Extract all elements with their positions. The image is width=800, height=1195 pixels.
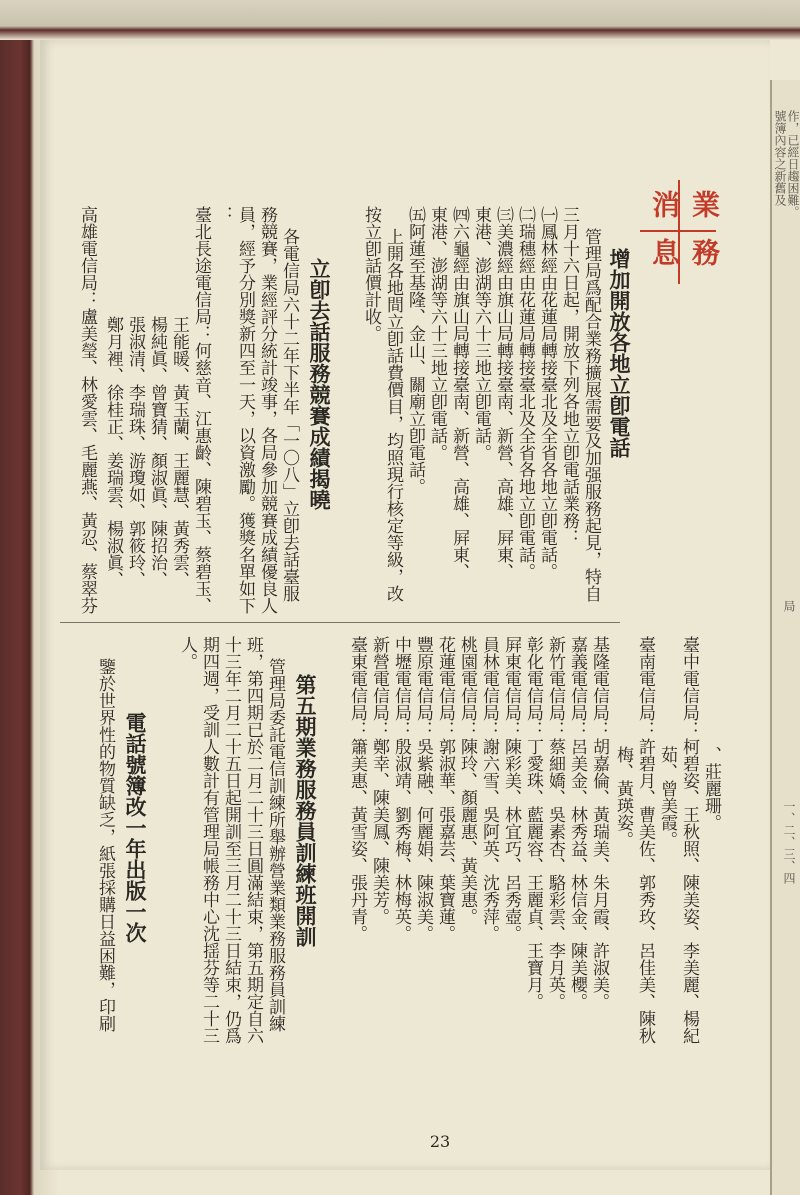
next-page-fragment: 作，已經日趨困難。 [786,110,800,218]
text-column: 臺北長途電信局：何慈音、江惠齡、陳碧玉、蔡碧玉、 [191,206,211,614]
text-column: ㈢美濃經由旗山局轉接臺南、新營、高雄、屛東、 [493,206,513,580]
text-column: 豐原電信局：吳紫融、何麗娟、陳淑美。 [413,636,433,942]
page-number: 23 [429,1132,451,1151]
text-column: 桃園電信局：陳玲、顏麗惠、黃美惠。 [457,636,477,925]
text-column: 嘉義電信局：呂美金、林秀益、林信金、陳美櫻。 [567,636,587,1010]
next-page-fragment: 號簿內容之新舊及 [773,110,787,206]
text-column: 各電信局六十二年下半年「一〇八」立卽去話臺服 [279,228,299,602]
text-column: 東港、澎湖等六十三地立卽電話。 [471,206,491,461]
text-column: 鄭月裡、徐桂正、姜瑞雲、楊淑眞、 [103,316,123,588]
text-column: 務競賽，業經評分統計竣事，各局參加競賽成績優良人 [257,206,277,614]
text-column: 楊純眞、曾寶猜、顏淑眞、陳招治、 [147,316,167,588]
text-column: 中壢電信局：殷淑靖、劉秀梅、林梅英。 [391,636,411,942]
article-title: 增加開放各地立卽電話 [607,248,631,458]
text-column: 鑒於世界性的物質缺乏，紙張採購日益困難，印刷 [95,658,115,1032]
text-column: 梅、黃瑛姿。 [613,746,633,848]
text-column: 人。 [177,636,197,670]
text-column: 彰化電信局：丁愛珠、藍麗容、王麗貞、王寶月。 [523,636,543,1010]
text-column: 臺南電信局：許碧月、曹美佐、郭秀玫、呂佳美、陳秋 [635,636,655,1044]
text-column: 期四週，受訓人數計有管理局帳務中心沈揺芬等二十三 [199,636,219,1044]
text-column: 花蓮電信局：郭淑華、張嘉芸、葉寶蓮。 [435,636,455,942]
badge-char-3: 消 [648,190,681,218]
article-title: 電話號簿改一年出版一次 [123,712,147,943]
book-cover-top [0,0,800,40]
document-page [40,40,770,1170]
text-column: 臺東電信局：簫美惠、黃雪姿、張丹青。 [347,636,367,942]
text-column: ㈤阿蓮至基隆、金山、關廟立卽電話。 [405,206,425,495]
text-column: 高雄電信局：盧美瑩、林愛雲、毛麗燕、黃忍、蔡翠芬 [77,206,97,614]
text-column: ㈣六龜經由旗山局轉接臺南、新營、高雄、屛東、 [449,206,469,580]
text-column: 班，第四期已於二月二十三日圓滿結束，第五期定自六 [243,636,263,1044]
text-column: 員林電信局：謝六雪、吳阿英、沈秀萍。 [479,636,499,942]
text-column: 張淑清、李瑞珠、游瓊如、郭筱玲、 [125,316,145,588]
text-column: 新竹電信局：蔡細嬌、吳素杏、駱彩雲、李月英。 [545,636,565,1010]
next-page-edge [770,80,800,1195]
text-column: ㈡瑞穗經由花蓮局轉接臺北及全省各地立卽電話。 [515,206,535,580]
text-column: 管理局爲配合業務擴展需要及加强服務起見，特自 [581,228,601,602]
text-column: 屛東電信局：陳彩美、林宜巧、呂秀壺。 [501,636,521,942]
section-divider [60,622,620,623]
text-column: 王能暖、黃玉蘭、王麗慧、黃秀雲、 [169,316,189,588]
article-title: 立卽去話服務競賽成績揭曉 [307,258,331,510]
badge-char-1: 業 [688,190,721,218]
text-column: 東港、澎湖等六十三地立卽電話。 [427,206,447,461]
text-column: ： [213,206,233,223]
next-page-fragment: 一、二、三、四 [782,800,796,884]
text-column: 員，經予分別獎新四至一天，以資激勵。獲獎名單如下 [235,206,255,614]
next-page-fragment: 局 [782,600,796,612]
text-column: 新營電信局：鄭幸、陳美鳳、陳美芳。 [369,636,389,925]
text-column: 管理局委託電信訓練所舉辦營業類業務服務員訓練 [265,658,285,1032]
column-header-badge [640,180,721,284]
text-column: 臺中電信局：柯碧姿、王秋照、陳美姿、李美麗、楊紀 [679,636,699,1044]
text-column: 基隆電信局：胡嘉倫、黃瑞美、朱月霞、許淑美。 [589,636,609,1010]
badge-horizontal-line [640,230,716,232]
text-column: 三月十六日起，開放下列各地立卽電話業務： [559,206,579,546]
text-column: 十三年二月二十五日起開訓至三月二十三日結束，仍爲 [221,636,241,1044]
text-column: 茹、曾美霞。 [657,746,677,848]
badge-char-2: 務 [688,238,721,266]
text-column: 上開各地間立卽話費價目，均照現行核定等級，改 [383,228,403,602]
text-column: 按立卽話價計收。 [361,206,381,342]
badge-char-4: 息 [648,238,681,266]
article-title: 第五期業務服務員訓練班開訓 [293,674,317,947]
text-column: 、莊麗珊。 [701,746,721,831]
text-column: ㈠鳳林經由花蓮局轉接臺北及全省各地立卽電話。 [537,206,557,580]
